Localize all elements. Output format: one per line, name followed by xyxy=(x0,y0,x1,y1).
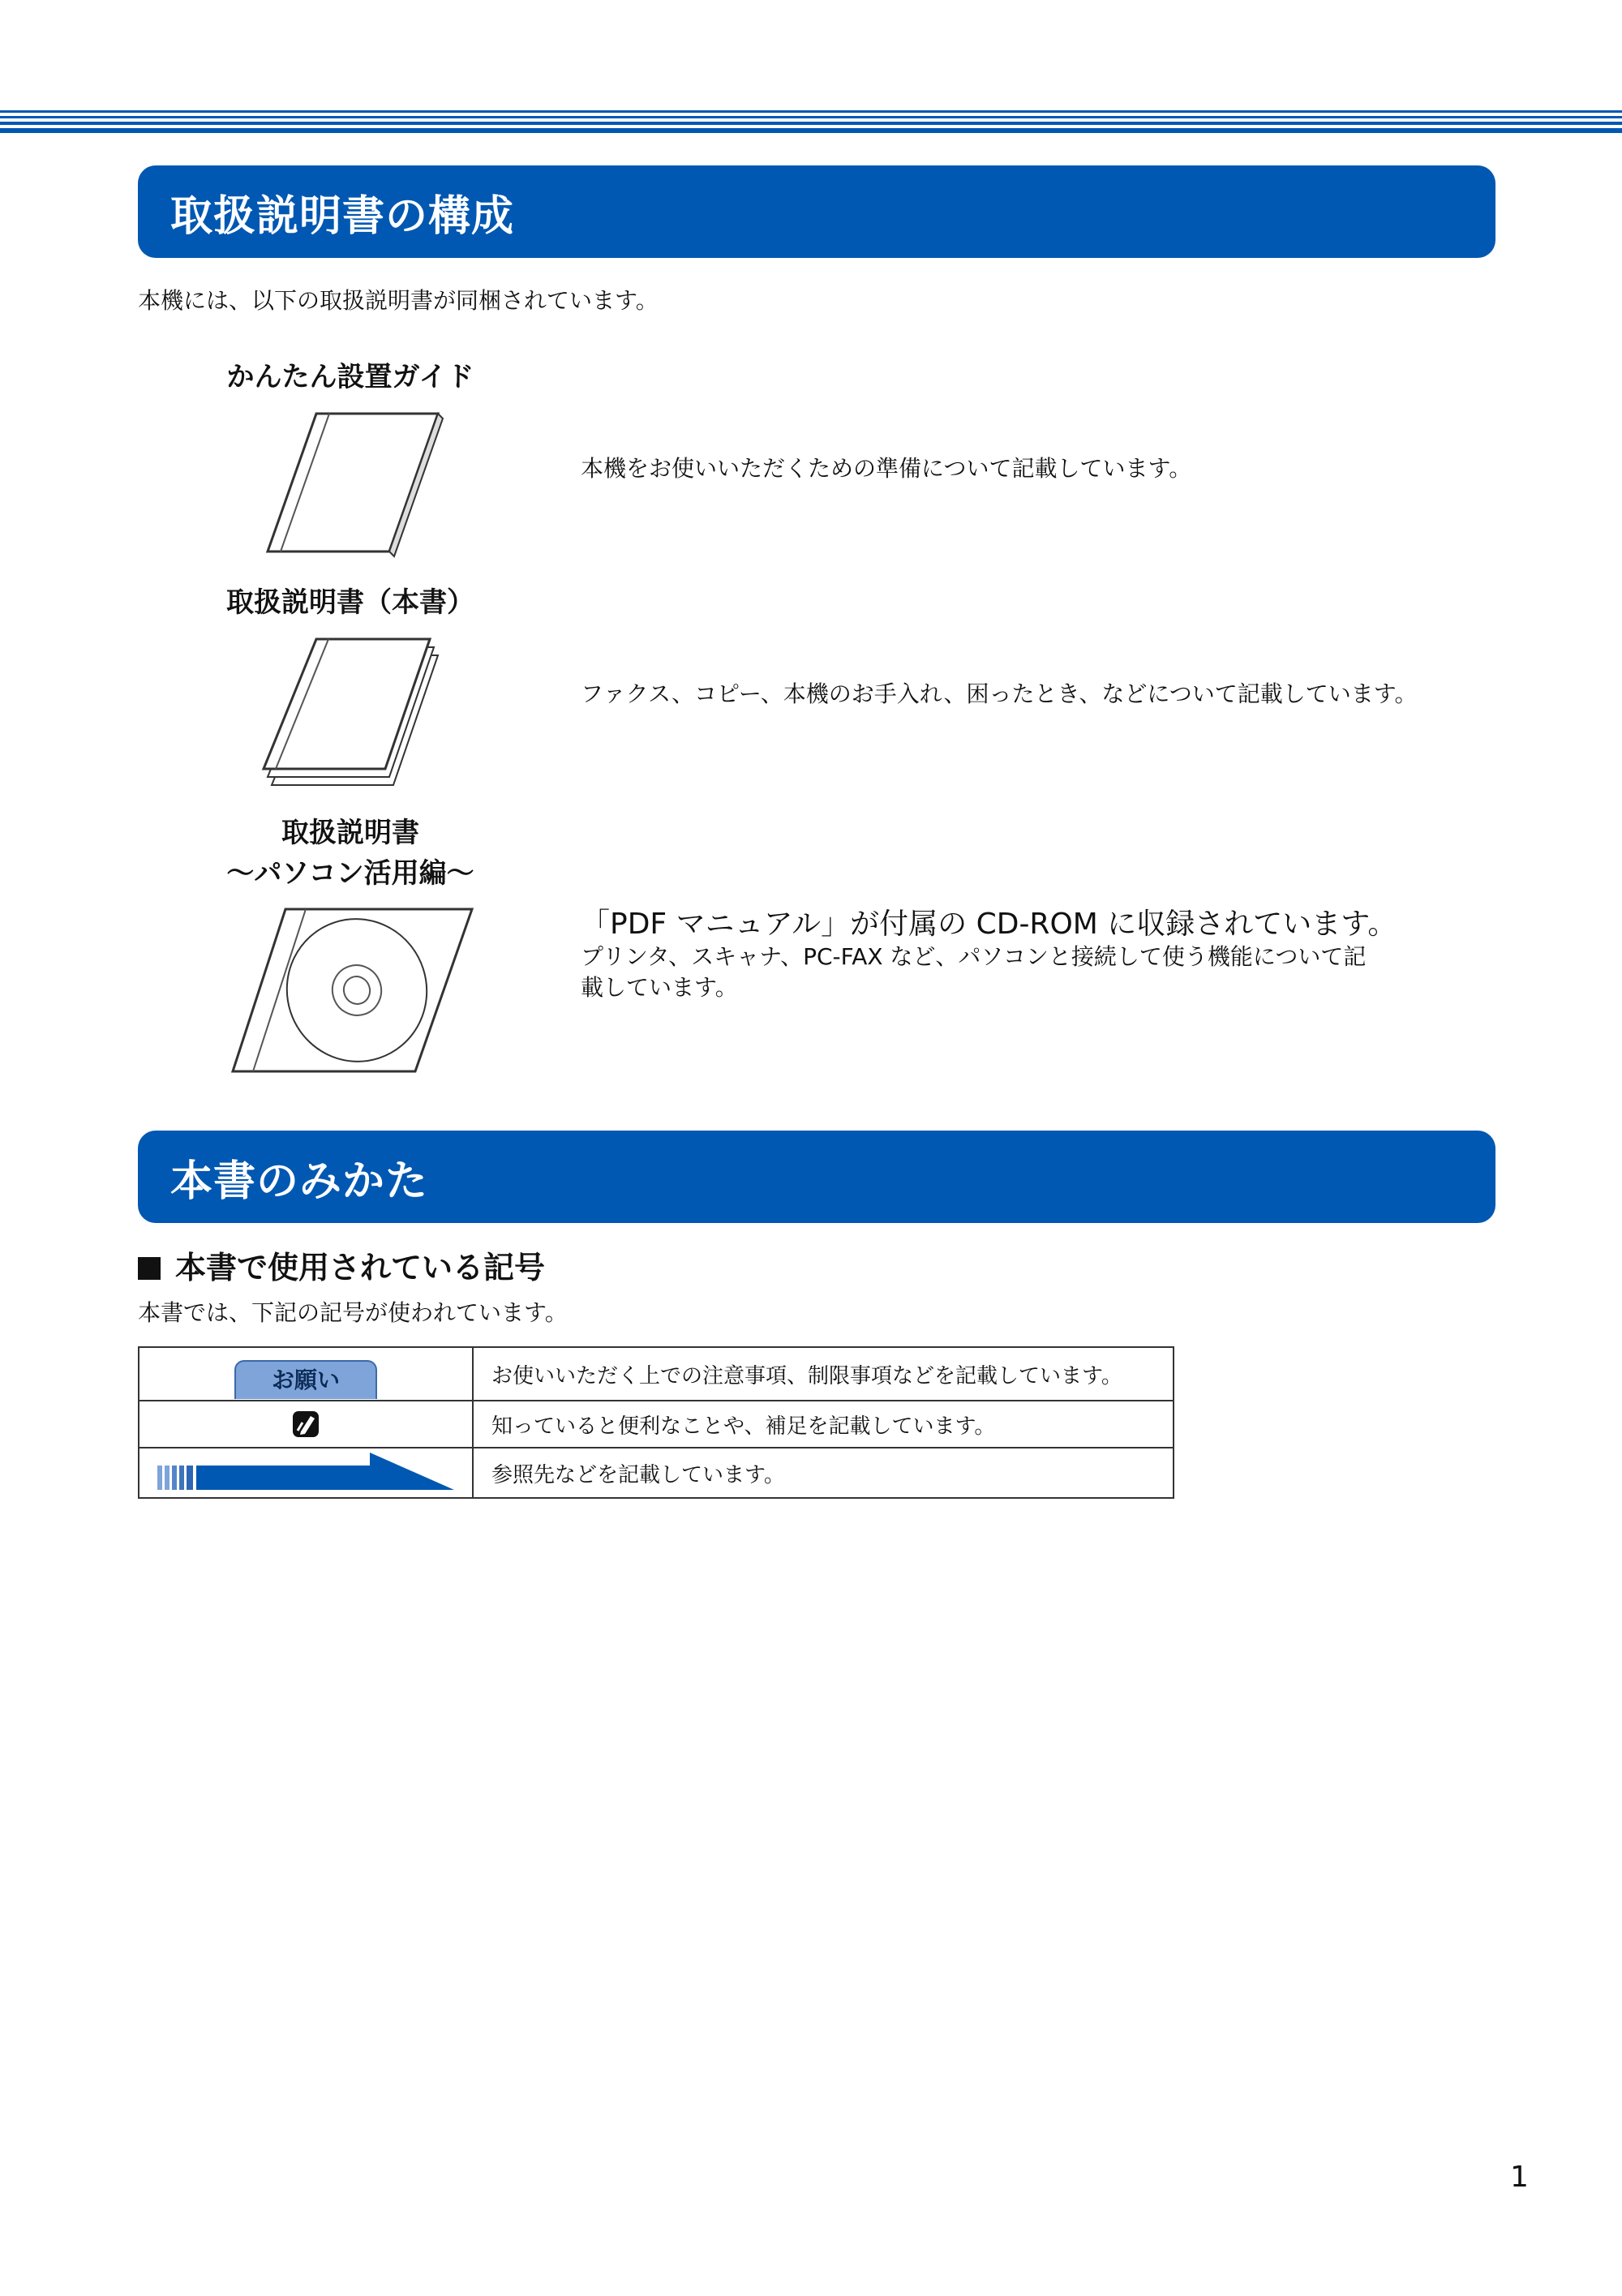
pdf-manual-heading: 「PDF マニュアル」が付属の CD-ROM に収録されています。 xyxy=(581,908,1397,941)
thick-book-icon xyxy=(260,631,446,796)
manual-description-line1: プリンタ、スキャナ、PC-FAX など、パソコンと接続して使う機能について記 xyxy=(581,943,1367,970)
top-rule-lines xyxy=(0,110,1622,135)
section-header-how-to-read xyxy=(138,1131,1495,1223)
page-number: 1 xyxy=(1510,2161,1529,2194)
description-cell: 参照先などを記載しています。 xyxy=(473,1448,1174,1498)
subheading-text: 本書で使用されている記号 xyxy=(175,1250,546,1285)
subheading xyxy=(138,1242,545,1287)
table-row xyxy=(139,1347,1174,1401)
square-bullet-icon xyxy=(138,1257,161,1280)
symbol-cell xyxy=(139,1347,473,1401)
symbol-cell xyxy=(139,1401,473,1448)
manual-title-setup-guide: かんたん設置ガイド xyxy=(226,361,474,393)
symbol-cell xyxy=(139,1448,473,1498)
manual-title-pc-guide-line2: 〜パソコン活用編〜 xyxy=(226,857,474,890)
manual-description-line2: 載しています。 xyxy=(581,974,738,1001)
manual-title-pc-guide-line1: 取扱説明書 xyxy=(281,817,419,849)
section-title: 取扱説明書の構成 xyxy=(170,191,515,241)
table-row xyxy=(139,1448,1174,1498)
memo-pencil-icon xyxy=(291,1412,320,1436)
intro-text: 本機には、以下の取扱説明書が同梱されています。 xyxy=(138,287,659,314)
section-header-manual-structure xyxy=(138,165,1495,258)
cd-rom-icon xyxy=(229,905,480,1079)
section-title: 本書のみかた xyxy=(170,1157,429,1206)
symbols-table xyxy=(138,1346,1174,1499)
manual-description: 本機をお使いいただくための準備について記載しています。 xyxy=(581,455,1192,482)
symbols-intro: 本書では、下記の記号が使われています。 xyxy=(138,1299,568,1326)
manual-description: ファクス、コピー、本機のお手入れ、困ったとき、などについて記載しています。 xyxy=(581,680,1418,707)
reference-arrow-icon xyxy=(157,1461,454,1485)
description-cell: 知っていると便利なことや、補足を記載しています。 xyxy=(473,1401,1174,1448)
table-row xyxy=(139,1401,1174,1448)
onegai-tab-icon: お願い xyxy=(234,1360,377,1399)
booklet-icon xyxy=(260,406,446,563)
description-cell: お使いいただく上での注意事項、制限事項などを記載しています。 xyxy=(473,1347,1174,1401)
manual-title-user-guide: 取扱説明書（本書） xyxy=(226,586,474,619)
